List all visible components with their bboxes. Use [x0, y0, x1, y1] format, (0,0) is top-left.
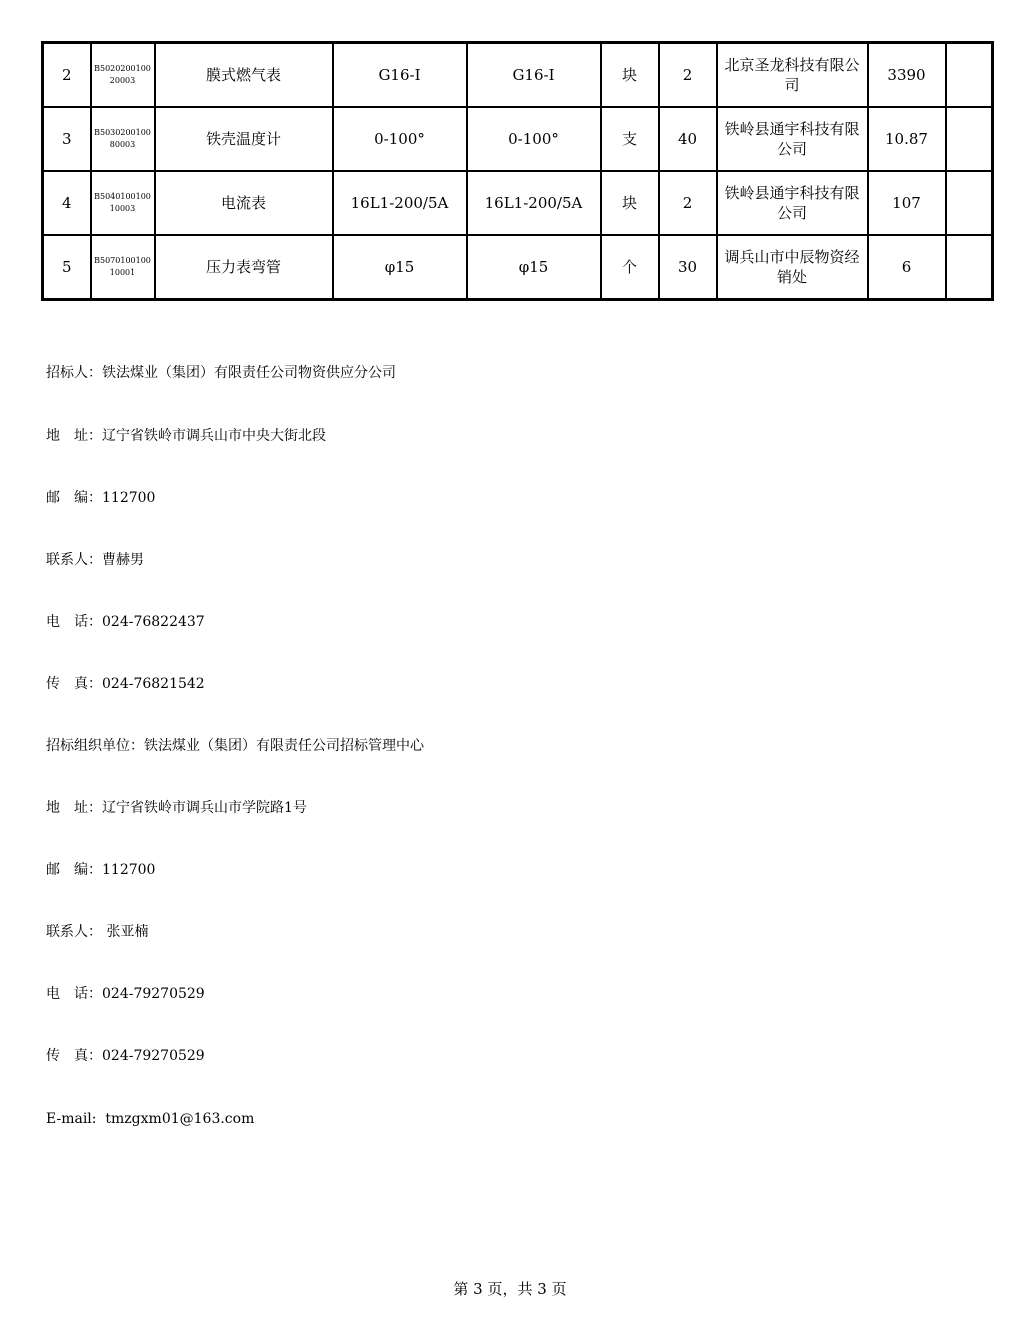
agency-email-line: E-mail: tmzgxm01@163.com — [46, 1110, 255, 1127]
table-row — [43, 107, 993, 171]
item-supplier: 调兵山市中辰物资经销处 — [717, 235, 868, 300]
item-supplier: 北京圣龙科技有限公司 — [717, 43, 868, 108]
item-unit: 支 — [601, 107, 659, 171]
item-spec: φ15 — [333, 235, 467, 300]
row-number: 3 — [43, 107, 91, 171]
item-quantity: 40 — [659, 107, 717, 171]
item-unit: 块 — [601, 43, 659, 108]
material-code: B502020010020003 — [91, 43, 155, 108]
item-price: 6 — [868, 235, 946, 300]
item-model: 0-100° — [467, 107, 601, 171]
agency-postcode-line: 邮 编：112700 — [46, 862, 156, 879]
tenderer-contact-line: 联系人：曹赫男 — [46, 551, 144, 568]
item-name: 铁壳温度计 — [155, 107, 333, 171]
page-number: 第 3 页，共 3 页 — [453, 1280, 567, 1298]
item-spec: G16-I — [333, 43, 467, 108]
item-remark — [946, 43, 993, 108]
item-supplier: 铁岭县通宇科技有限公司 — [717, 171, 868, 235]
item-model: 16L1-200/5A — [467, 171, 601, 235]
row-number: 5 — [43, 235, 91, 300]
item-model: φ15 — [467, 235, 601, 300]
item-spec: 0-100° — [333, 107, 467, 171]
items-table — [41, 41, 994, 301]
contact-info — [46, 322, 424, 1150]
item-unit: 块 — [601, 171, 659, 235]
item-price: 3390 — [868, 43, 946, 108]
row-number: 2 — [43, 43, 91, 108]
item-name: 膜式燃气表 — [155, 43, 333, 108]
item-quantity: 2 — [659, 171, 717, 235]
item-spec: 16L1-200/5A — [333, 171, 467, 235]
item-remark — [946, 107, 993, 171]
item-name: 电流表 — [155, 171, 333, 235]
item-price: 107 — [868, 171, 946, 235]
agency-contact-line: 联系人： 张亚楠 — [46, 924, 149, 941]
tenderer-address-line: 地 址：辽宁省铁岭市调兵山市中央大街北段 — [46, 427, 326, 444]
agency-address-line: 地 址：辽宁省铁岭市调兵山市学院路1号 — [46, 800, 307, 817]
item-price: 10.87 — [868, 107, 946, 171]
item-model: G16-I — [467, 43, 601, 108]
row-number: 4 — [43, 171, 91, 235]
table-row — [43, 235, 993, 300]
agency-phone-line: 电 话：024-79270529 — [46, 986, 205, 1003]
material-code: B503020010080003 — [91, 107, 155, 171]
agency-line: 招标组织单位：铁法煤业（集团）有限责任公司招标管理中心 — [46, 737, 424, 754]
tenderer-fax-line: 传 真：024-76821542 — [46, 675, 205, 692]
table-row — [43, 171, 993, 235]
tenderer-postcode-line: 邮 编：112700 — [46, 489, 156, 506]
agency-fax-line: 传 真：024-79270529 — [46, 1048, 205, 1065]
table-row — [43, 43, 993, 108]
tenderer-phone-line: 电 话：024-76822437 — [46, 613, 205, 630]
item-quantity: 30 — [659, 235, 717, 300]
item-quantity: 2 — [659, 43, 717, 108]
material-code: B507010010010001 — [91, 235, 155, 300]
item-remark — [946, 171, 993, 235]
tenderer-line: 招标人：铁法煤业（集团）有限责任公司物资供应分公司 — [46, 365, 396, 382]
item-name: 压力表弯管 — [155, 235, 333, 300]
item-remark — [946, 235, 993, 300]
material-code: B504010010010003 — [91, 171, 155, 235]
item-unit: 个 — [601, 235, 659, 300]
item-supplier: 铁岭县通宇科技有限公司 — [717, 107, 868, 171]
